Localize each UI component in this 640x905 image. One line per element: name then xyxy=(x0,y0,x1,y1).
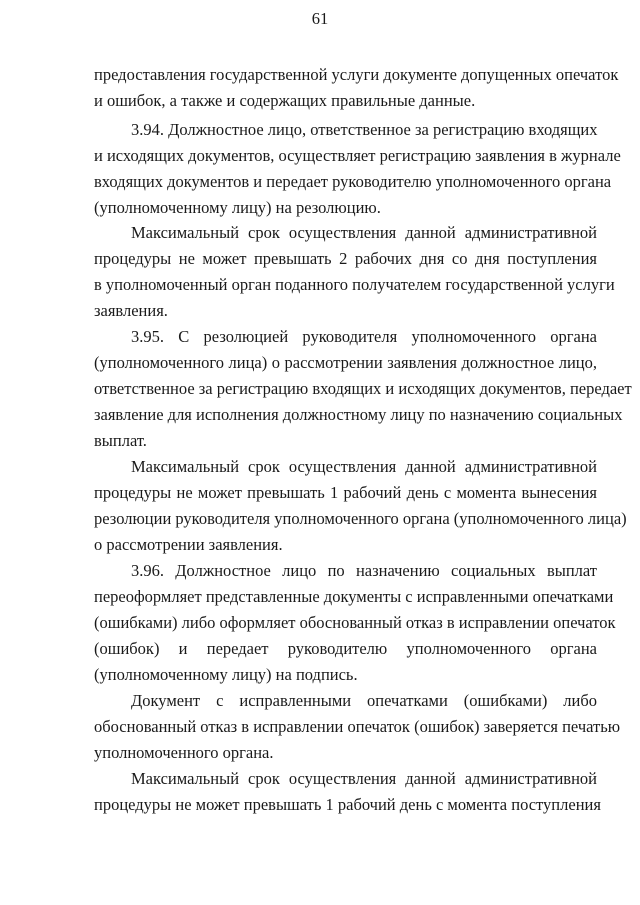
text-line: Максимальный срок осуществления данной административной xyxy=(131,769,597,788)
text-line: (уполномоченного лица) о рассмотрении заявления должностное лицо, xyxy=(94,353,597,372)
text-line: предоставления государственной услуги документе допущенных опечаток xyxy=(94,65,619,84)
text-line: процедуры не может превышать 1 рабочий день с момента поступления xyxy=(94,795,601,814)
text-line: переоформляет представленные документы с исправленными опечатками xyxy=(94,587,614,606)
page-number: 61 xyxy=(311,9,329,28)
text-line: и ошибок, а также и содержащих правильные данные. xyxy=(94,91,476,110)
text-line: 3.96. Должностное лицо по назначению социальных выплат xyxy=(131,561,597,580)
text-line: заявления. xyxy=(94,301,168,320)
text-line: и исходящих документов, осуществляет регистрацию заявления в журнале xyxy=(94,146,621,165)
text-line: в уполномоченный орган поданного получателем государственной услуги xyxy=(94,275,615,294)
text-line: уполномоченного органа. xyxy=(94,743,274,762)
text-line: резолюции руководителя уполномоченного органа (уполномоченного лица) xyxy=(94,509,627,528)
text-line: (уполномоченному лицу) на подпись. xyxy=(94,665,358,684)
text-line: Максимальный срок осуществления данной административной xyxy=(131,457,597,476)
text-line: Документ с исправленными опечатками (ошибками) либо xyxy=(131,691,597,710)
text-line: процедуры не может превышать 2 рабочих дня со дня поступления xyxy=(94,249,597,268)
text-line: (ошибками) либо оформляет обоснованный отказ в исправлении опечаток xyxy=(94,613,616,632)
text-line: о рассмотрении заявления. xyxy=(94,535,283,554)
text-line: 3.94. Должностное лицо, ответственное за регистрацию входящих xyxy=(131,120,598,139)
text-line: входящих документов и передает руководителю уполномоченного органа xyxy=(94,172,612,191)
text-line: заявление для исполнения должностному лицу по назначению социальных xyxy=(94,405,623,424)
text-line: (ошибок) и передает руководителю уполномоченного органа xyxy=(94,639,597,658)
text-line: процедуры не может превышать 1 рабочий день с момента вынесения xyxy=(94,483,597,502)
text-line: ответственное за регистрацию входящих и исходящих документов, передает xyxy=(94,379,632,398)
text-line: выплат. xyxy=(94,431,147,450)
text-line: обоснованный отказ в исправлении опечаток (ошибок) заверяется печатью xyxy=(94,717,621,736)
text-line: (уполномоченному лицу) на резолюцию. xyxy=(94,198,381,217)
text-line: Максимальный срок осуществления данной административной xyxy=(131,223,597,242)
text-line: 3.95. С резолюцией руководителя уполномоченного органа xyxy=(131,327,597,346)
